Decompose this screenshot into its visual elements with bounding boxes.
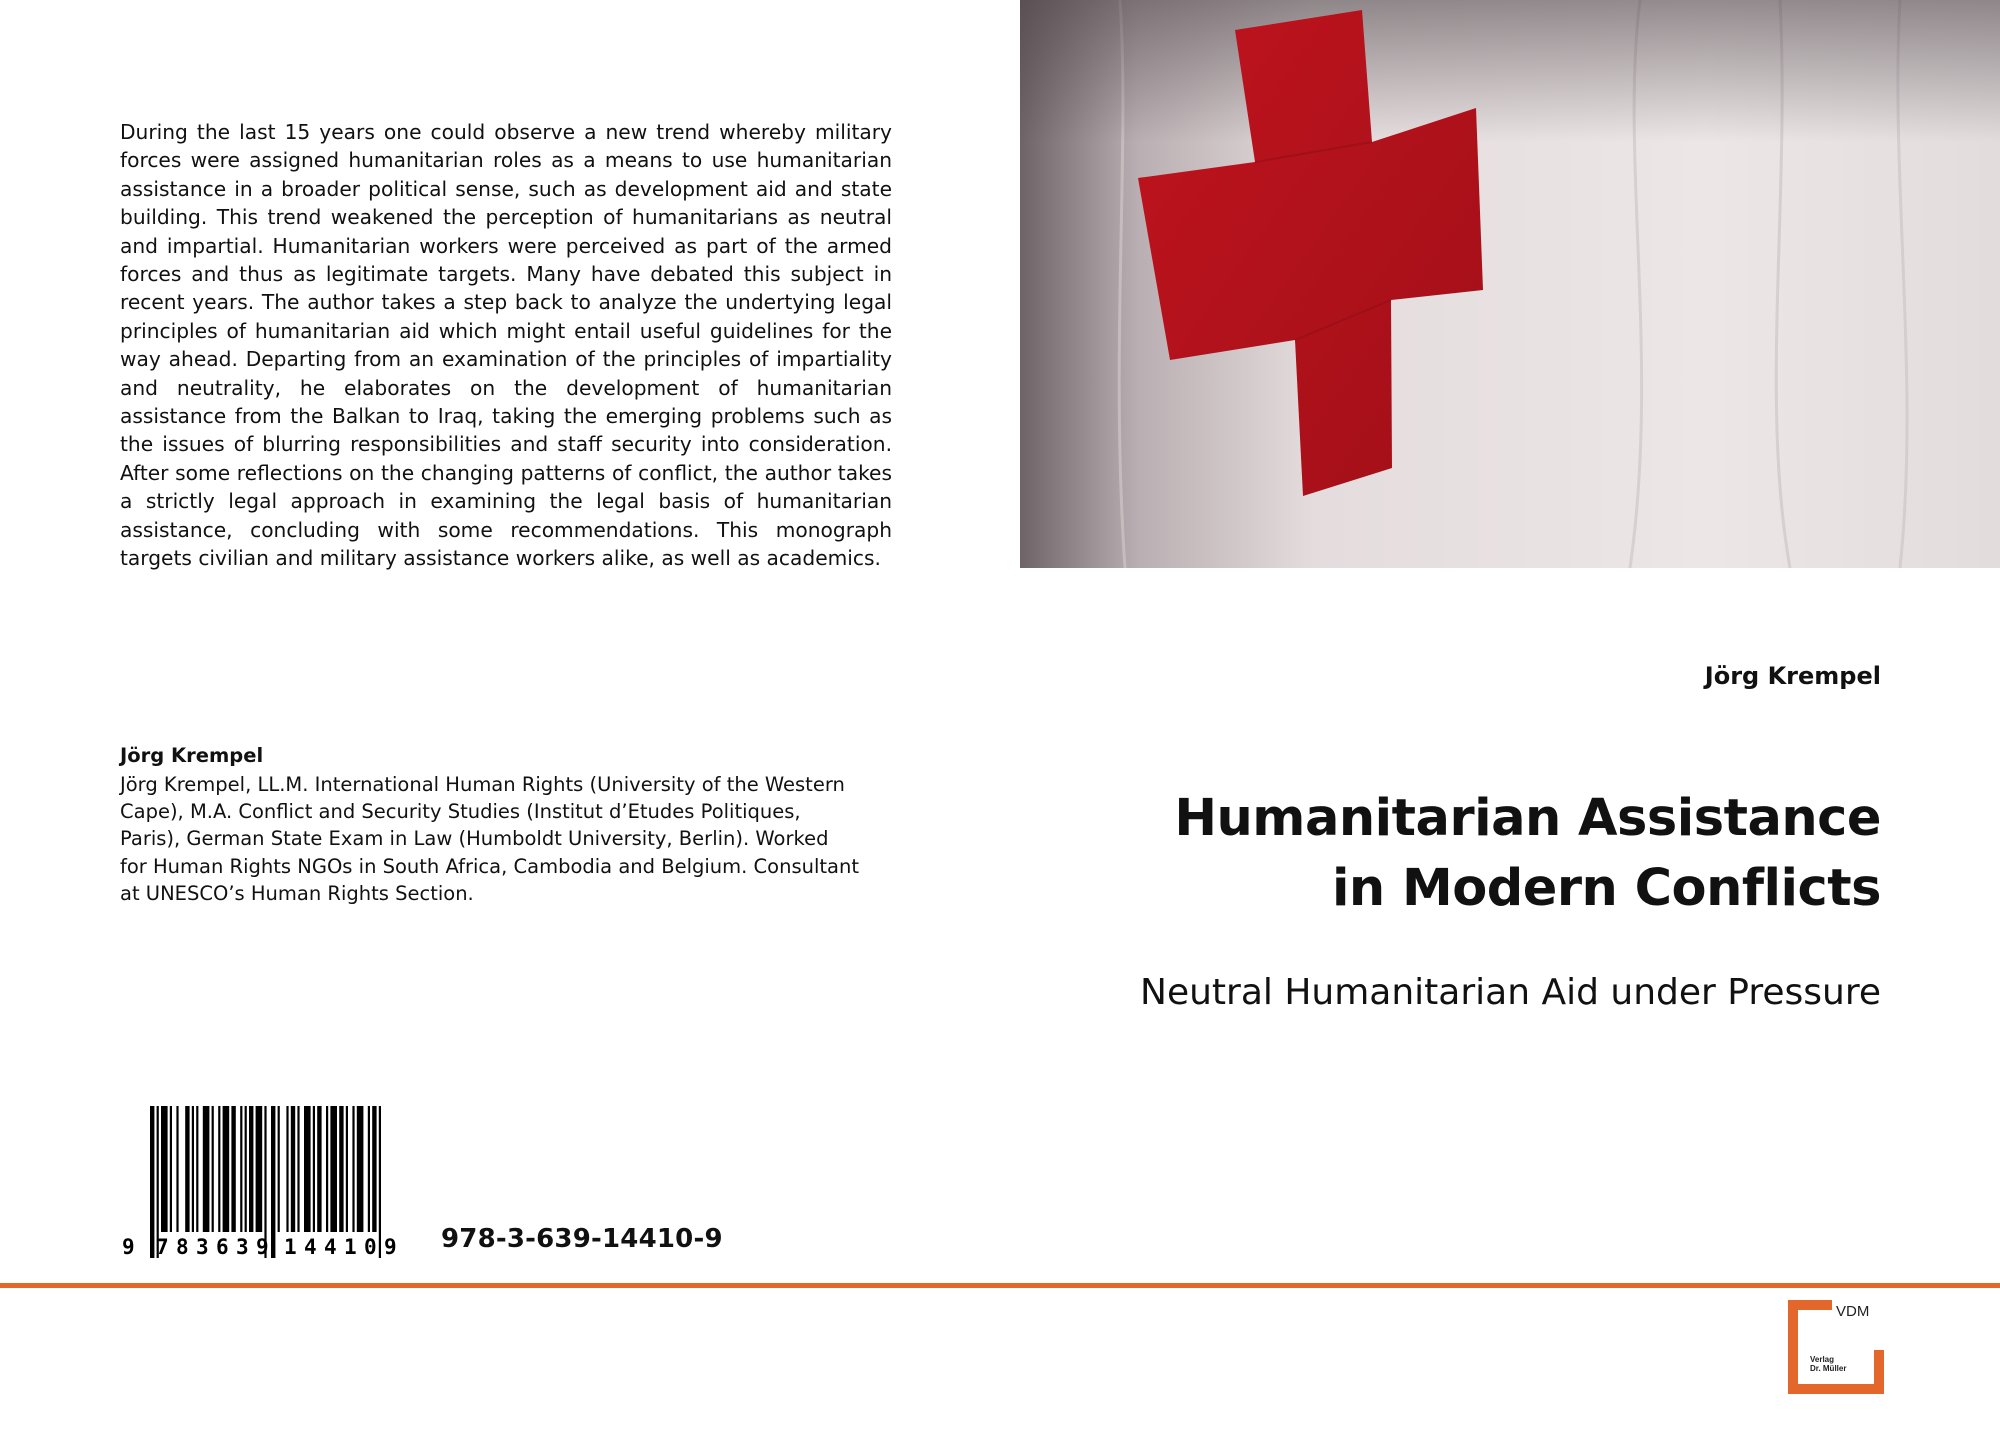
barcode-digit: 9 <box>122 1235 135 1258</box>
barcode-bar <box>192 1106 194 1232</box>
barcode-digit: 1 <box>284 1235 297 1258</box>
author-bio: Jörg Krempel, LL.M. International Human Rights (University of the Western Cape), M.A. Conflict and Security Studies (Institut d’Etudes Politiques, Paris), German State Exam in Law (Humboldt University, Berlin). Worked for Human Rights NGOs in South Africa, Cambodia and Belgium. Consultant at UNESCO’s Human Rights Section. <box>120 773 859 905</box>
barcode-digit: 4 <box>304 1235 317 1258</box>
barcode-digits <box>122 1235 397 1258</box>
barcode-bar <box>368 1106 370 1232</box>
barcode-bar <box>291 1106 295 1232</box>
barcode-bar <box>240 1106 242 1232</box>
barcode-bar <box>379 1106 381 1258</box>
book-subtitle: Neutral Humanitarian Aid under Pressure <box>1140 972 1881 1013</box>
barcode-digit: 6 <box>216 1235 229 1258</box>
barcode-bar <box>357 1106 364 1232</box>
barcode-bar <box>372 1106 376 1232</box>
barcode-bar <box>346 1106 348 1232</box>
barcode-bar <box>196 1106 198 1232</box>
barcode-bar <box>304 1106 311 1232</box>
barcode-digit: 9 <box>384 1235 397 1258</box>
barcode-bar <box>176 1106 178 1232</box>
barcode-bar <box>297 1106 299 1232</box>
barcode-bar <box>317 1106 321 1232</box>
barcode-bar <box>150 1106 154 1258</box>
red-cross-flag-icon <box>1020 0 2000 568</box>
book-title-line-2: in Modern Conflicts <box>1331 859 1881 918</box>
barcode-digit: 8 <box>176 1235 189 1258</box>
barcode-bar <box>231 1106 235 1232</box>
barcode-digit: 3 <box>196 1235 209 1258</box>
barcode-digit: 1 <box>344 1235 357 1258</box>
publisher-logo-subtext <box>1810 1355 1846 1373</box>
publisher-logo <box>1788 1300 1884 1394</box>
book-title <box>1174 784 1881 924</box>
barcode-bar <box>313 1106 315 1232</box>
barcode-bar <box>256 1106 263 1232</box>
publisher-logo-subtext-line-1: Verlag <box>1810 1355 1835 1364</box>
barcode-bar <box>218 1106 220 1232</box>
barcode-bar <box>170 1106 172 1232</box>
barcode-bar <box>278 1106 280 1232</box>
barcode-bar <box>286 1106 288 1232</box>
barcode-digit: 0 <box>364 1235 377 1258</box>
barcode-bar <box>161 1106 168 1232</box>
author-bio-heading: Jörg Krempel <box>120 744 264 767</box>
book-title-line-1: Humanitarian Assistance <box>1174 789 1881 848</box>
barcode-bar <box>352 1106 354 1232</box>
barcode-bar <box>330 1106 337 1232</box>
isbn-number: 978-3-639-14410-9 <box>441 1224 723 1254</box>
red-cross-flag-photo <box>1020 0 2000 568</box>
barcode-bar <box>245 1106 247 1232</box>
orange-divider <box>0 1283 2000 1288</box>
barcode-digit: 9 <box>256 1235 269 1258</box>
barcode-digit: 3 <box>236 1235 249 1258</box>
barcode-digit: 4 <box>324 1235 337 1258</box>
barcode-bar <box>271 1106 275 1258</box>
barcode-bar <box>212 1106 214 1232</box>
barcode-bar <box>223 1106 230 1232</box>
barcode-bar <box>185 1106 189 1232</box>
barcode-digit: 7 <box>156 1235 169 1258</box>
cover-author: Jörg Krempel <box>1704 662 1881 690</box>
isbn-barcode <box>118 1106 408 1258</box>
barcode-bar <box>249 1106 253 1232</box>
publisher-logo-subtext-line-2: Dr. Müller <box>1810 1364 1847 1373</box>
barcode-bar <box>203 1106 210 1232</box>
barcode-bar <box>326 1106 328 1232</box>
publisher-logo-text: VDM <box>1836 1303 1870 1320</box>
back-cover-blurb: During the last 15 years one could observe a new trend whereby military forces were assigned humanitarian roles as a means to use humanitarian assistance in a broader political sense, such as development aid and state building. This trend weakened the perception of humanitarians as neutral and impartial. Humanitarian workers were perceived as part of the armed forces and thus as legitimate targets. Many have debated this subject in recent years. The author takes a step back to analyze the undertying legal principles of humanitarian aid which might entail useful guidelines for the way ahead. Departing from an examination of the principles of impartiality and neutrality, he elaborates on the development of humanitarian assistance from the Balkan to Iraq, taking the emerging problems such as the issues of blurring responsibilities and staff security into consideration. After some reflections on the changing patterns of conflict, the author takes a strictly legal approach in examining the legal basis of humanitarian assistance, concluding with some recommendations. This monograph targets civilian and military assistance workers alike, as well as academics. <box>120 120 892 571</box>
barcode-bar <box>339 1106 343 1232</box>
